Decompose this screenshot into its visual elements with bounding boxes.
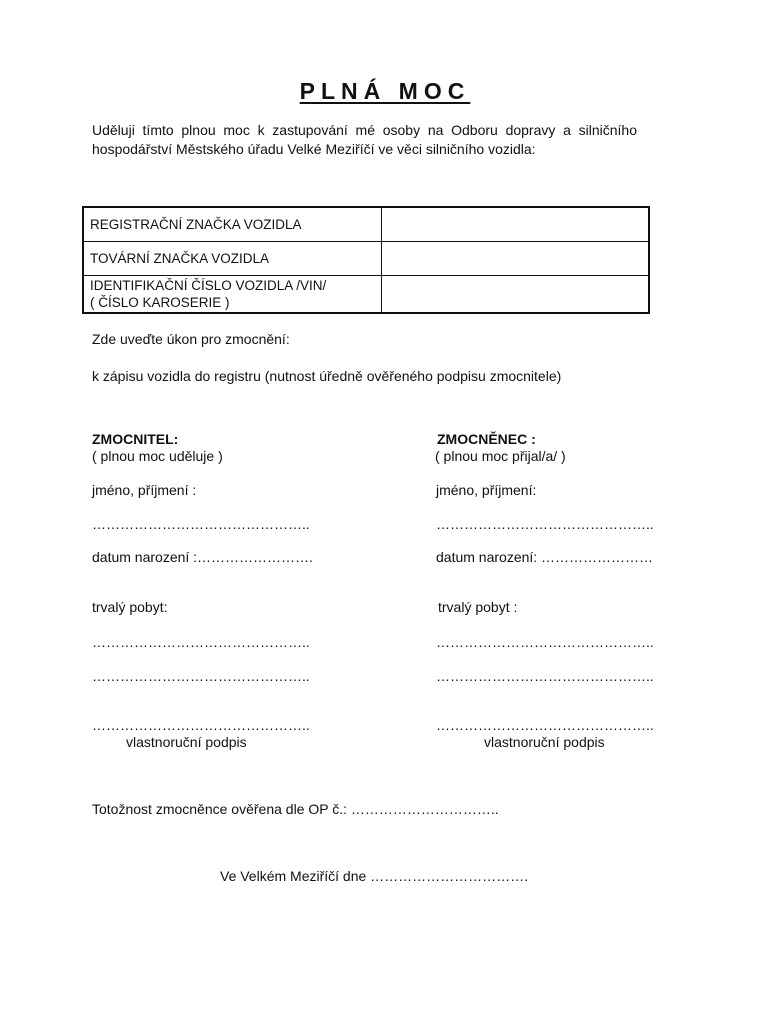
agent-address-line-2[interactable]: ……………………………………….. xyxy=(436,668,654,684)
registration-plate-field[interactable] xyxy=(382,207,650,242)
principal-dob[interactable]: datum narození :……………………. xyxy=(92,549,313,565)
vin-label xyxy=(83,276,382,314)
vin-field[interactable] xyxy=(382,276,650,314)
agent-signature-line[interactable]: ……………………………………….. xyxy=(436,717,654,733)
vin-label-line1: IDENTIFIKAČNÍ ČÍSLO VOZIDLA /VIN/ xyxy=(90,278,327,293)
principal-name-line[interactable]: ……………………………………….. xyxy=(92,516,310,532)
principal-heading: ZMOCNITEL: xyxy=(92,431,179,447)
agent-signature-label: vlastnoruční podpis xyxy=(484,734,605,750)
agent-dob[interactable]: datum narození: …………………… xyxy=(436,549,654,565)
agent-address-line-1[interactable]: ……………………………………….. xyxy=(436,634,654,650)
vehicle-make-label: TOVÁRNÍ ZNAČKA VOZIDLA xyxy=(83,242,382,276)
document-title: PLNÁ MOC xyxy=(299,78,471,104)
place-date-line[interactable]: Ve Velkém Meziříčí dne ……………………………. xyxy=(220,868,529,884)
principal-address-label: trvalý pobyt: xyxy=(92,599,168,615)
act-prompt: Zde uveďte úkon pro zmocnění: xyxy=(92,331,290,347)
vehicle-info-table xyxy=(82,206,650,314)
agent-heading: ZMOCNĚNEC : xyxy=(437,431,536,447)
identity-verified-line[interactable]: Totožnost zmocněnce ověřena dle OP č.: ………………………….. xyxy=(92,801,499,817)
principal-subheading: ( plnou moc uděluje ) xyxy=(92,448,223,464)
principal-signature-line[interactable]: ……………………………………….. xyxy=(92,717,310,733)
table-row xyxy=(83,207,649,242)
vin-label-line2: ( ČÍSLO KAROSERIE ) xyxy=(90,295,230,310)
principal-address-line-2[interactable]: ……………………………………….. xyxy=(92,668,310,684)
table-row xyxy=(83,276,649,314)
vehicle-make-field[interactable] xyxy=(382,242,650,276)
principal-signature-label: vlastnoruční podpis xyxy=(126,734,247,750)
principal-address-line-1[interactable]: ……………………………………….. xyxy=(92,634,310,650)
agent-address-label: trvalý pobyt : xyxy=(438,599,518,615)
agent-name-line[interactable]: ……………………………………….. xyxy=(436,516,654,532)
agent-name-label: jméno, příjmení: xyxy=(436,482,537,498)
intro-paragraph: Uděluji tímto plnou moc k zastupování mé osoby na Odboru dopravy a silničního hospodářství Městského úřadu Velké Meziříčí ve věci silničního vozidla: xyxy=(92,122,637,157)
principal-name-label: jméno, příjmení : xyxy=(92,482,197,498)
table-row xyxy=(83,242,649,276)
registration-plate-label: REGISTRAČNÍ ZNAČKA VOZIDLA xyxy=(83,207,382,242)
act-text: k zápisu vozidla do registru (nutnost úředně ověřeného podpisu zmocnitele) xyxy=(92,368,562,384)
agent-subheading: ( plnou moc přijal/a/ ) xyxy=(435,448,566,464)
